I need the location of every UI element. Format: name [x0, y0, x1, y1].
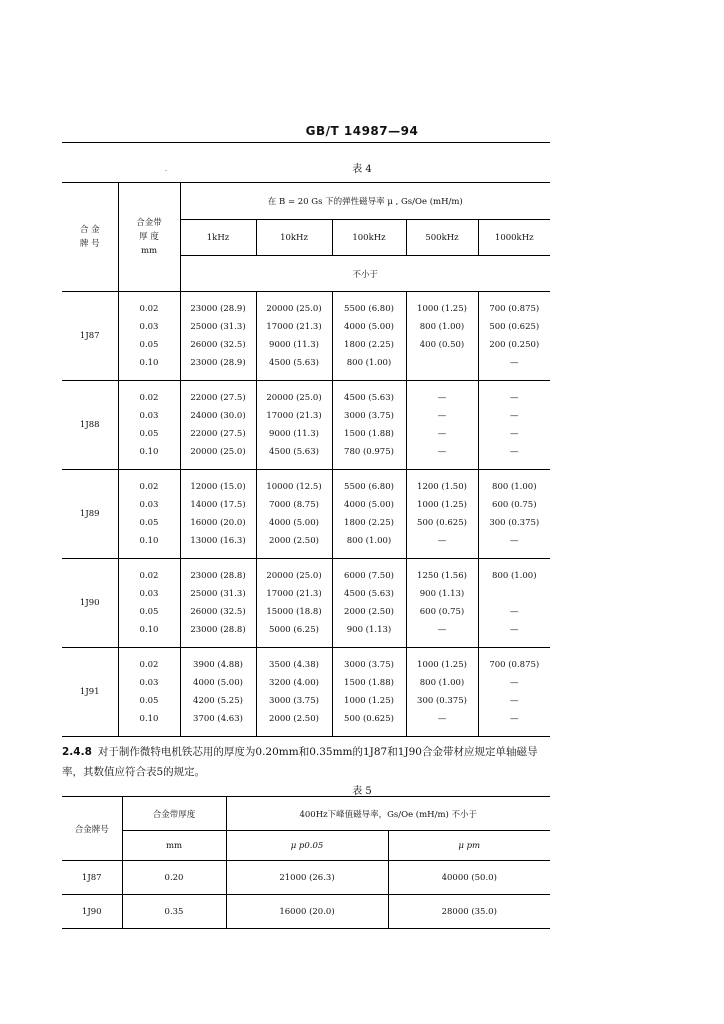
mu-pm-value: 28000 (35.0) [388, 895, 550, 929]
values-100khz: 6000 (7.50) 4500 (5.63) 2000 (2.50) 900 (1.13) [332, 559, 406, 648]
values-500khz: 1200 (1.50) 1000 (1.25) 500 (0.625) — [406, 470, 478, 559]
table-4 [62, 182, 550, 737]
clause-2-4-8 [62, 742, 550, 782]
thickness-value: 0.20 [122, 861, 226, 895]
values-10khz: 3500 (4.38) 3200 (4.00) 3000 (3.75) 2000 (2.50) [256, 648, 332, 737]
thickness-header: 合金带厚度 [122, 797, 226, 831]
mu-pm-header: μ pm [388, 831, 550, 861]
values-1000khz: 800 (1.00) 600 (0.75) 300 (0.375) — [478, 470, 550, 559]
table-row [62, 381, 550, 470]
alloy-grade-header: 合 金 牌 号 [62, 183, 118, 292]
freq-100khz: 100kHz [332, 220, 406, 256]
clause-number: 2.4.8 [62, 746, 92, 758]
alloy-grade: 1J87 [62, 292, 118, 381]
values-100khz: 3000 (3.75) 1500 (1.88) 1000 (1.25) 500 (0.625) [332, 648, 406, 737]
values-1khz: 12000 (15.0) 14000 (17.5) 16000 (20.0) 13000 (16.3) [180, 470, 256, 559]
alloy-grade: 1J90 [62, 895, 122, 929]
values-1000khz: 800 (1.00) — — [478, 559, 550, 648]
table-row [62, 559, 550, 648]
values-1000khz: 700 (0.875) — — — [478, 648, 550, 737]
thickness-values: 0.02 0.03 0.05 0.10 [118, 470, 180, 559]
freq-1000khz: 1000kHz [478, 220, 550, 256]
freq-500khz: 500kHz [406, 220, 478, 256]
header-rule [62, 142, 550, 143]
table-row [62, 292, 550, 381]
thickness-value: 0.35 [122, 895, 226, 929]
freq-1khz: 1kHz [180, 220, 256, 256]
permeability-group-header: 在 B = 20 Gs 下的弹性磁导率 μ , Gs/Oe (mH/m) [180, 183, 550, 220]
alloy-grade-header: 合金牌号 [62, 797, 122, 861]
values-10khz: 20000 (25.0) 17000 (21.3) 9000 (11.3) 4500 (5.63) [256, 292, 332, 381]
minimum-label: 不小于 [180, 256, 550, 292]
table4-caption: 表 4 [352, 164, 372, 175]
values-1khz: 22000 (27.5) 24000 (30.0) 22000 (27.5) 20000 (25.0) [180, 381, 256, 470]
clause-text: 对于制作微特电机铁芯用的厚度为0.20mm和0.35mm的1J87和1J90合金带材应规定单轴磁导率，其数值应符合表5的规定。 [62, 746, 538, 778]
alloy-grade: 1J88 [62, 381, 118, 470]
values-500khz: 1000 (1.25) 800 (1.00) 300 (0.375) — [406, 648, 478, 737]
table5-caption: 表 5 [352, 786, 372, 797]
thickness-values: 0.02 0.03 0.05 0.10 [118, 648, 180, 737]
freq-10khz: 10kHz [256, 220, 332, 256]
table-row [62, 470, 550, 559]
mu-p005-value: 16000 (20.0) [226, 895, 388, 929]
values-100khz: 4500 (5.63) 3000 (3.75) 1500 (1.88) 780 (0.975) [332, 381, 406, 470]
values-10khz: 20000 (25.0) 17000 (21.3) 9000 (11.3) 4500 (5.63) [256, 381, 332, 470]
values-100khz: 5500 (6.80) 4000 (5.00) 1800 (2.25) 800 (1.00) [332, 470, 406, 559]
thickness-unit: mm [122, 831, 226, 861]
thickness-header: 合金带 厚 度 mm [118, 183, 180, 292]
mu-p005-header: μ p0.05 [226, 831, 388, 861]
table-row [62, 648, 550, 737]
mu-p005-value: 21000 (26.3) [226, 861, 388, 895]
standard-number: GB/T 14987—94 [305, 124, 419, 138]
thickness-values: 0.02 0.03 0.05 0.10 [118, 381, 180, 470]
values-500khz: — — — — [406, 381, 478, 470]
values-1khz: 23000 (28.9) 25000 (31.3) 26000 (32.5) 23000 (28.9) [180, 292, 256, 381]
peak-permeability-header: 400Hz下峰值磁导率，Gs/Oe (mH/m) 不小于 [226, 797, 550, 831]
values-10khz: 20000 (25.0) 17000 (21.3) 15000 (18.8) 5000 (6.25) [256, 559, 332, 648]
alloy-grade: 1J87 [62, 861, 122, 895]
table-5 [62, 796, 550, 929]
table-row [62, 895, 550, 929]
values-1khz: 23000 (28.8) 25000 (31.3) 26000 (32.5) 23000 (28.8) [180, 559, 256, 648]
alloy-grade: 1J90 [62, 559, 118, 648]
alloy-grade: 1J89 [62, 470, 118, 559]
values-500khz: 1250 (1.56) 900 (1.13) 600 (0.75) — [406, 559, 478, 648]
values-100khz: 5500 (6.80) 4000 (5.00) 1800 (2.25) 800 (1.00) [332, 292, 406, 381]
mu-pm-value: 40000 (50.0) [388, 861, 550, 895]
values-1000khz: 700 (0.875) 500 (0.625) 200 (0.250) — [478, 292, 550, 381]
values-500khz: 1000 (1.25) 800 (1.00) 400 (0.50) [406, 292, 478, 381]
values-10khz: 10000 (12.5) 7000 (8.75) 4000 (5.00) 2000 (2.50) [256, 470, 332, 559]
values-1000khz: — — — — [478, 381, 550, 470]
table-row [62, 861, 550, 895]
thickness-values: 0.02 0.03 0.05 0.10 [118, 559, 180, 648]
scan-speck: · [165, 168, 167, 175]
thickness-values: 0.02 0.03 0.05 0.10 [118, 292, 180, 381]
values-1khz: 3900 (4.88) 4000 (5.00) 4200 (5.25) 3700 (4.63) [180, 648, 256, 737]
alloy-grade: 1J91 [62, 648, 118, 737]
